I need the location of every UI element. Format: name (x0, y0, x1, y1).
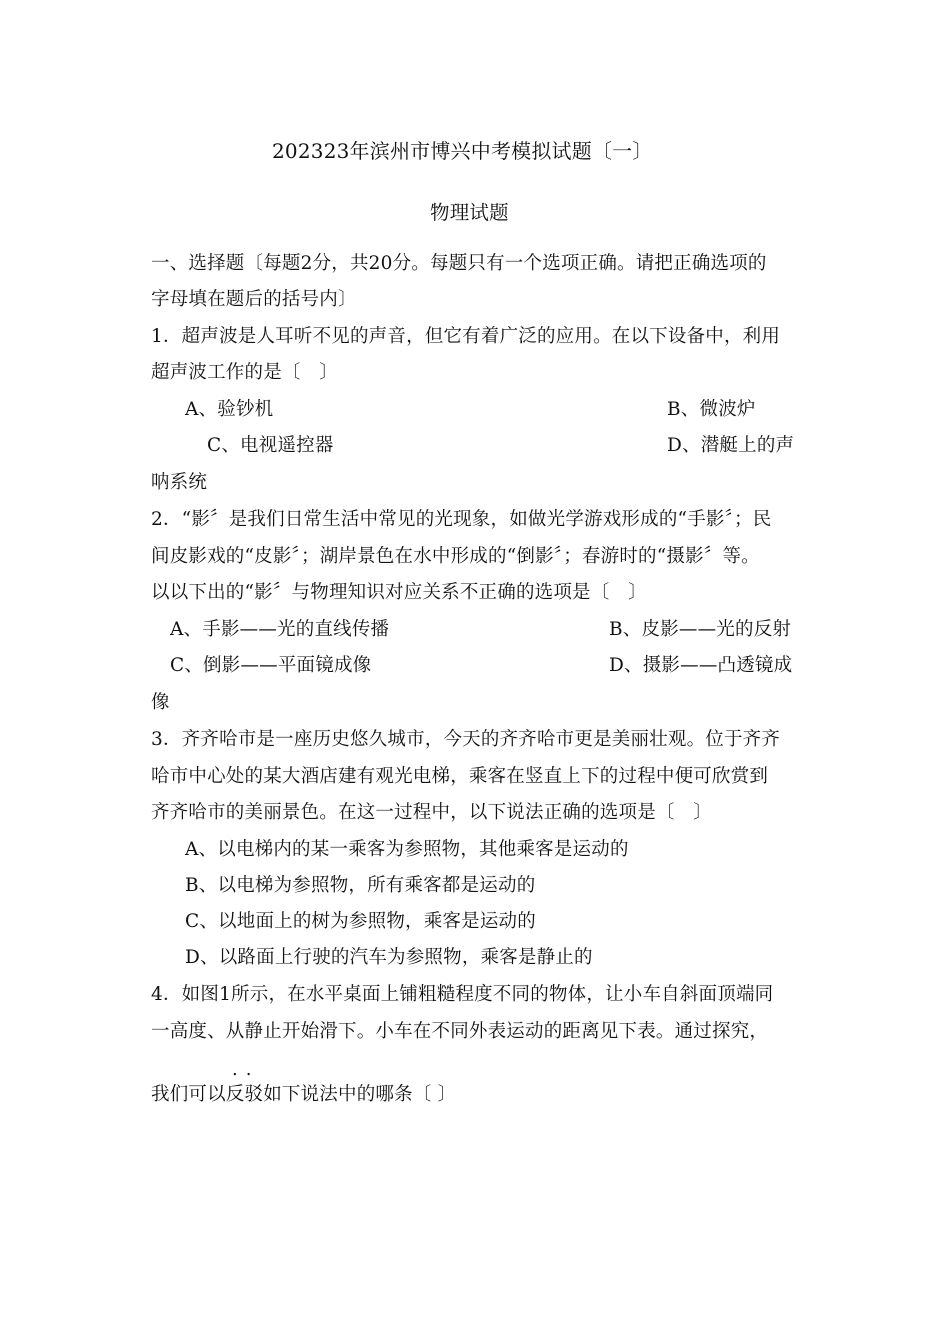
page-title: 202323年滨州市博兴中考模拟试题〔一〕 (272, 139, 653, 163)
q1-stem-line1: 1．超声波是人耳听不见的声音，但它有着广泛的应用。在以下设备中，利用 (151, 326, 781, 347)
q2-stem-line2: 间皮影戏的“皮影〞；湖岸景色在水中形成的“倒影〞；春游时的“摄影〞等。 (151, 546, 760, 567)
q1-option-a: A、验钞机 (185, 399, 274, 420)
q2-option-d: D、摄影——凸透镜成 (609, 655, 793, 676)
q1-option-b: B、微波炉 (667, 399, 756, 420)
q2-option-a: A、手影——光的直线传播 (170, 619, 390, 640)
q4-emphasis-dots: .. (232, 1059, 260, 1080)
q3-option-b: B、以电梯为参照物，所有乘客都是运动的 (185, 875, 536, 896)
q1-stem-line2: 超声波工作的是〔 〕 (151, 362, 339, 383)
section-instructions-line2: 字母填在题后的括号内〕 (151, 289, 357, 310)
q1-option-d-continued: 呐系统 (151, 472, 208, 493)
page-subtitle: 物理试题 (430, 201, 509, 224)
q1-option-d: D、潜艇上的声 (667, 435, 795, 456)
q3-option-c: C、以地面上的树为参照物，乘客是运动的 (185, 911, 536, 932)
q2-stem-line1: 2．“影〞是我们日常生活中常见的光现象，如做光学游戏形成的“手影〞；民 (151, 509, 772, 530)
q3-option-d: D、以路面上行驶的汽车为参照物，乘客是静止的 (185, 947, 593, 968)
q2-stem-line3: 以以下出的“影〞与物理知识对应关系不正确的选项是〔 〕 (151, 582, 647, 603)
q4-stem-line2: 一高度、从静止开始滑下。小车在不同外表运动的距离见下表。通过探究， (151, 1021, 769, 1042)
q1-option-c: C、电视遥控器 (207, 435, 334, 456)
q3-stem-line2: 哈市中心处的某大酒店建有观光电梯，乘客在竖直上下的过程中便可欣赏到 (151, 766, 769, 787)
q2-option-d-continued: 像 (151, 692, 170, 713)
section-instructions-line1: 一、选择题〔每题2分，共20分。每题只有一个选项正确。请把正确选项的 (151, 253, 767, 274)
q3-stem-line3: 齐齐哈市的美丽景色。在这一过程中，以下说法正确的选项是〔 〕 (151, 802, 713, 823)
q4-stem-line1: 4．如图1所示，在水平桌面上铺粗糙程度不同的物体，让小车自斜面顶端同 (151, 984, 774, 1005)
q3-option-a: A、以电梯内的某一乘客为参照物，其他乘客是运动的 (185, 839, 629, 860)
q4-stem-line3: 我们可以反驳如下说法中的哪条〔 〕 (151, 1084, 457, 1105)
q2-option-b: B、皮影——光的反射 (609, 619, 792, 640)
q2-option-c: C、倒影——平面镜成像 (170, 655, 372, 676)
q3-stem-line1: 3．齐齐哈市是一座历史悠久城市，今天的齐齐哈市更是美丽壮观。位于齐齐 (151, 729, 781, 750)
